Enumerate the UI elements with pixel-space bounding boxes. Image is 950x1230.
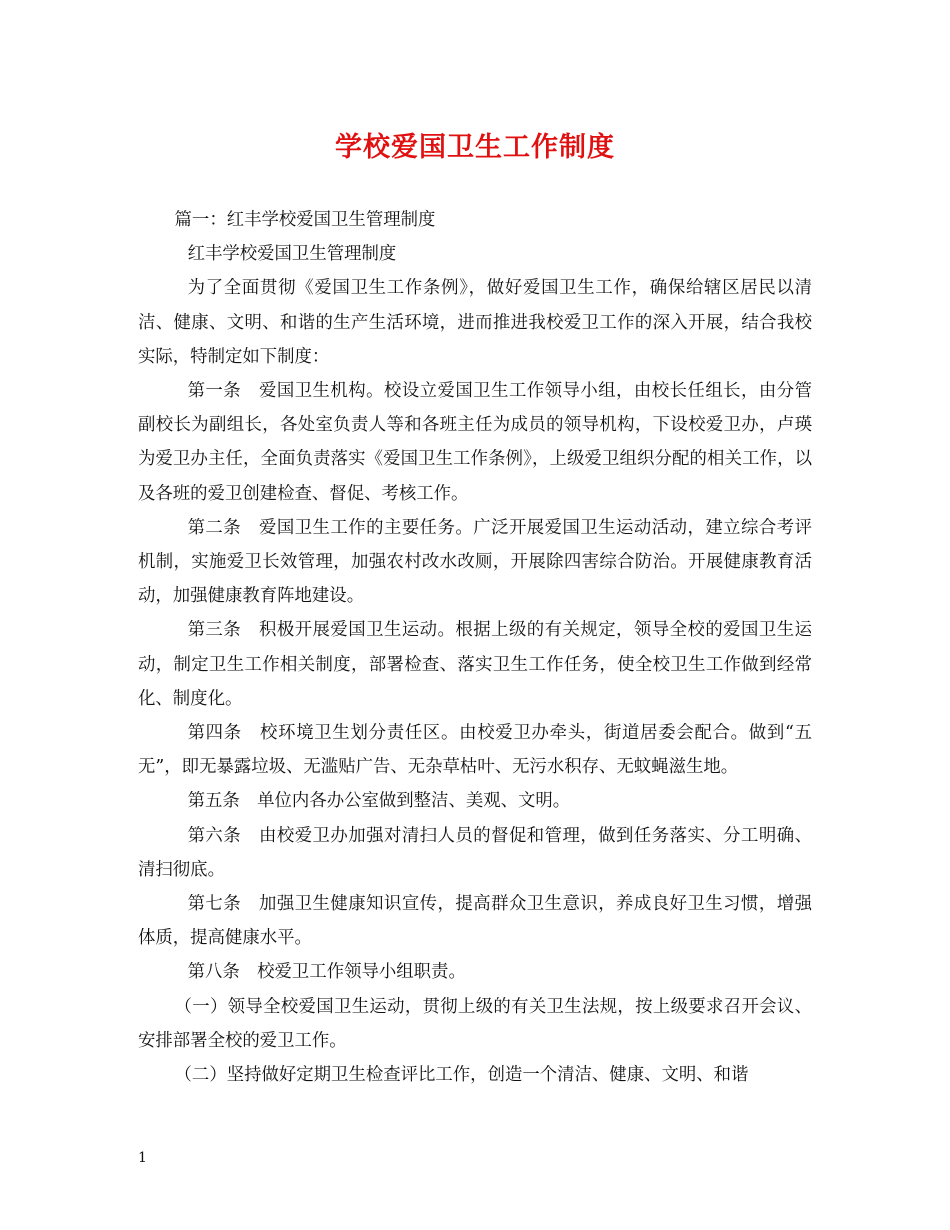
paragraph-article-5: 第五条 单位内各办公室做到整洁、美观、文明。 bbox=[187, 791, 571, 812]
paragraph-intro: 为了全面贯彻《爱国卫生工作条例》，做好爱国卫生工作，确保给辖区居民以清洁、健康、文明、和谐的生产生活环境，进而推进我校爱卫工作的深入开展，结合我校实际，特制定如下制度： bbox=[138, 278, 812, 367]
paragraph-item-2: （二）坚持做好定期卫生检查评比工作，创造一个清洁、健康、文明、和谐 bbox=[174, 1065, 749, 1086]
paragraph-article-6: 第六条 由校爱卫办加强对清扫人员的督促和管理，做到任务落实、分工明确、清扫彻底。 bbox=[138, 825, 812, 880]
document-title: 学校爱国卫生工作制度 bbox=[335, 132, 615, 163]
paragraph-article-3: 第三条 积极开展爱国卫生运动。根据上级的有关规定，领导全校的爱国卫生运动，制定卫生工作相关制度，部署检查、落实卫生工作任务，使全校卫生工作做到经常化、制度化。 bbox=[138, 620, 812, 709]
section-heading: 篇一：红丰学校爱国卫生管理制度 bbox=[174, 210, 436, 230]
paragraph-article-1: 第一条 爱国卫生机构。校设立爱国卫生工作领导小组，由校长任组长，由分管副校长为副组长，各处室负责人等和各班主任为成员的领导机构，下设校爱卫办，卢瑛为爱卫办主任，全面负责落实《爱国卫生工作条例》，上级爱卫组织分配的相关工作，以及各班的爱卫创建检查、督促、考核工作。 bbox=[138, 381, 812, 504]
document-body bbox=[138, 203, 812, 1092]
paragraph-article-2: 第二条 爱国卫生工作的主要任务。广泛开展爱国卫生运动活动，建立综合考评机制，实施爱卫长效管理，加强农村改水改厕，开展除四害综合防治。开展健康教育活动，加强健康教育阵地建设。 bbox=[138, 517, 812, 607]
paragraph-item-1: （一）领导全校爱国卫生运动，贯彻上级的有关卫生法规，按上级要求召开会议、安排部署全校的爱卫工作。 bbox=[138, 996, 812, 1051]
paragraph-article-8: 第八条 校爱卫工作领导小组职责。 bbox=[187, 962, 466, 983]
document-subtitle: 红丰学校爱国卫生管理制度 bbox=[187, 244, 397, 265]
paragraph-article-4: 第四条 校环境卫生划分责任区。由校爱卫办牵头，街道居委会配合。做到“五无”，即无暴露垃圾、无滥贴广告、无杂草枯叶、无污水积存、无蚊蝇滋生地。 bbox=[138, 723, 812, 778]
page-number: 1 bbox=[138, 1150, 147, 1166]
paragraph-article-7: 第七条 加强卫生健康知识宣传，提高群众卫生意识，养成良好卫生习惯，增强体质，提高健康水平。 bbox=[138, 894, 812, 949]
